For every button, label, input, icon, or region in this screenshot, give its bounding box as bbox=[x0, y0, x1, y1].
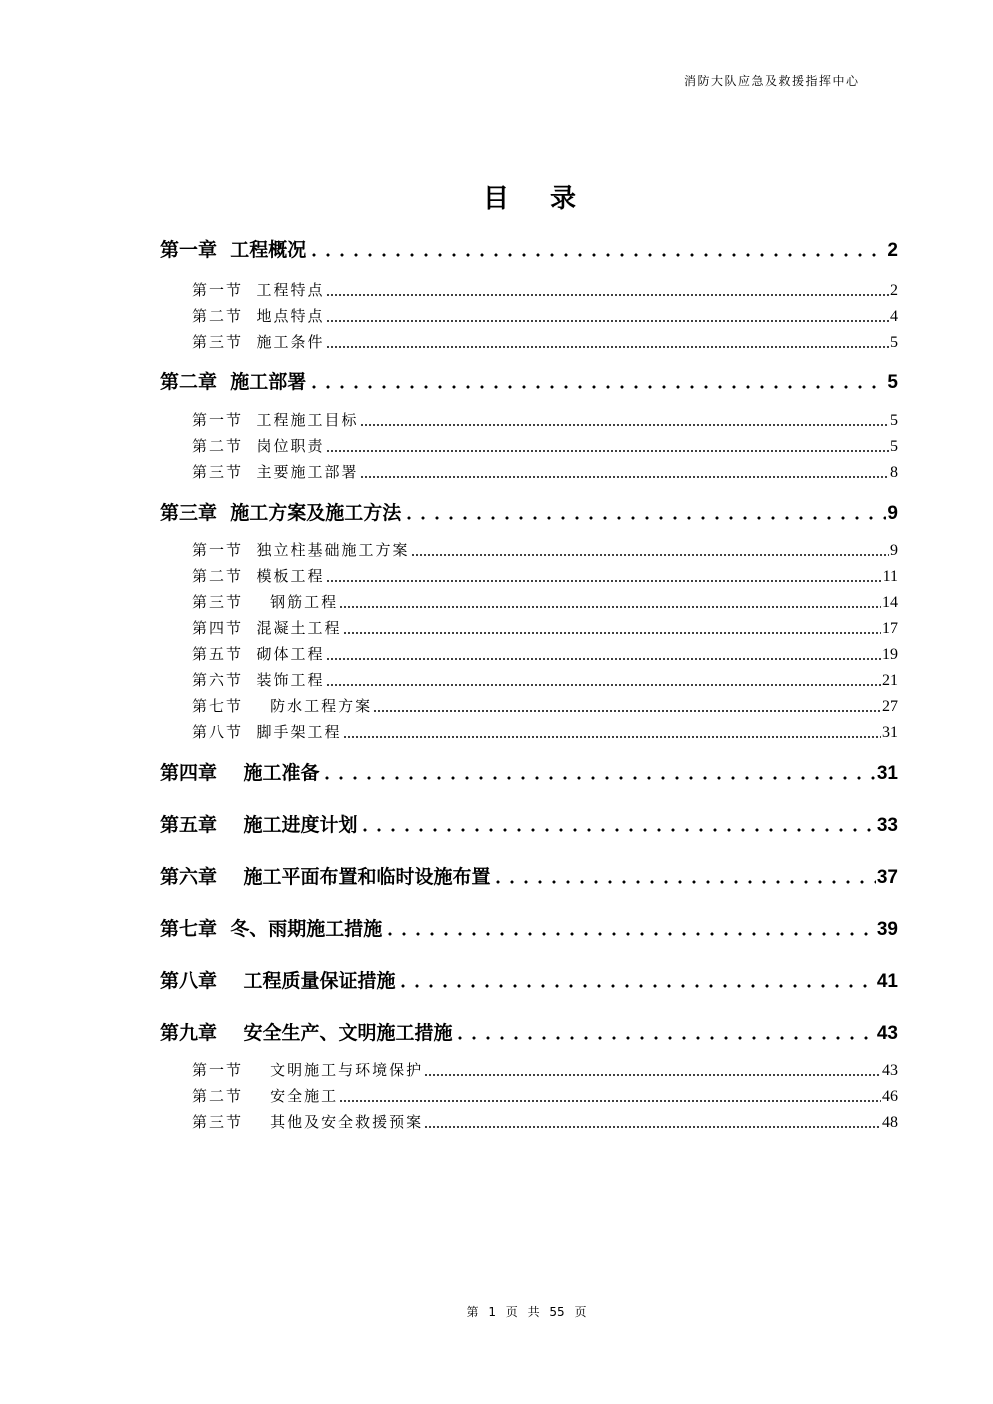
toc-entry-label: 第九章 安全生产、文明施工措施 bbox=[160, 1022, 453, 1044]
toc-page-number: 9 bbox=[887, 503, 898, 524]
dot-leader bbox=[339, 1100, 881, 1102]
toc-chapter-entry[interactable] bbox=[160, 757, 898, 785]
dot-leader bbox=[326, 684, 881, 686]
dot-leader bbox=[339, 606, 881, 608]
dot-leader bbox=[343, 632, 881, 634]
dot-leader bbox=[326, 294, 889, 296]
dot-leader bbox=[383, 932, 876, 936]
dot-leader bbox=[402, 516, 886, 520]
dot-leader bbox=[326, 320, 889, 322]
toc-entry-label: 第二节 岗位职责 bbox=[192, 437, 325, 455]
toc-section-entry[interactable] bbox=[192, 1084, 898, 1106]
toc-page-number: 33 bbox=[876, 815, 898, 836]
toc-section-entry[interactable] bbox=[192, 538, 898, 560]
toc-page-number: 27 bbox=[882, 698, 898, 715]
toc-entry-label: 第八节 脚手架工程 bbox=[192, 723, 342, 741]
page-footer: 第 1 页 共 55 页 bbox=[466, 1305, 587, 1319]
toc-chapter-entry[interactable] bbox=[160, 861, 898, 889]
toc-entry-label: 第七节 防水工程方案 bbox=[192, 697, 373, 715]
toc-chapter-entry[interactable] bbox=[160, 913, 898, 941]
toc-chapter-entry[interactable] bbox=[160, 965, 898, 993]
toc-chapter-entry[interactable] bbox=[160, 1017, 898, 1045]
toc-section-entry[interactable] bbox=[192, 460, 898, 482]
dot-leader bbox=[326, 658, 881, 660]
dot-leader bbox=[307, 253, 886, 257]
toc-page-number: 8 bbox=[890, 464, 898, 481]
toc-entry-label: 第六节 装饰工程 bbox=[192, 671, 325, 689]
toc-entry-label: 第一节 独立柱基础施工方案 bbox=[192, 541, 410, 559]
toc-entry-label: 第三节 施工条件 bbox=[192, 333, 325, 351]
toc-section-entry[interactable] bbox=[192, 304, 898, 326]
toc-page-number: 21 bbox=[882, 672, 898, 689]
toc-section-entry[interactable] bbox=[192, 434, 898, 456]
toc-page-number: 11 bbox=[882, 568, 898, 585]
toc-page-number: 5 bbox=[890, 438, 898, 455]
toc-entry-label: 第三节 钢筋工程 bbox=[192, 593, 339, 611]
dot-leader bbox=[326, 580, 882, 582]
toc-entry-label: 第三节 主要施工部署 bbox=[192, 463, 359, 481]
toc-entry-label: 第六章 施工平面布置和临时设施布置 bbox=[160, 866, 491, 888]
toc-page-number: 5 bbox=[887, 372, 898, 393]
toc-page-number: 9 bbox=[890, 542, 898, 559]
toc-section-entry[interactable] bbox=[192, 564, 898, 586]
toc-page-number: 17 bbox=[882, 620, 898, 637]
toc-page-number: 5 bbox=[890, 334, 898, 351]
toc-entry-label: 第一节 工程施工目标 bbox=[192, 411, 359, 429]
dot-leader bbox=[453, 1036, 875, 1040]
dot-leader bbox=[320, 776, 875, 780]
toc-section-entry[interactable] bbox=[192, 642, 898, 664]
dot-leader bbox=[373, 710, 881, 712]
toc-page-number: 43 bbox=[882, 1062, 898, 1079]
toc-page-number: 48 bbox=[882, 1114, 898, 1131]
toc-page-number: 43 bbox=[876, 1023, 898, 1044]
toc-section-entry[interactable] bbox=[192, 278, 898, 300]
toc-entry-label: 第四章 施工准备 bbox=[160, 762, 320, 784]
toc-entry-label: 第一节 文明施工与环境保护 bbox=[192, 1061, 424, 1079]
dot-leader bbox=[396, 984, 875, 988]
toc-page-number: 31 bbox=[882, 724, 898, 741]
dot-leader bbox=[424, 1074, 881, 1076]
title-char-1: 目 bbox=[482, 184, 509, 214]
toc-section-entry[interactable] bbox=[192, 694, 898, 716]
toc-entry-label: 第三章 施工方案及施工方法 bbox=[160, 502, 402, 524]
toc-section-entry[interactable] bbox=[192, 1058, 898, 1080]
dot-leader bbox=[326, 450, 889, 452]
toc-section-entry[interactable] bbox=[192, 668, 898, 690]
toc-entry-label: 第一章 工程概况 bbox=[160, 239, 307, 261]
toc-section-entry[interactable] bbox=[192, 590, 898, 612]
toc-section-entry[interactable] bbox=[192, 330, 898, 352]
toc-section-entry[interactable] bbox=[192, 616, 898, 638]
toc-entry-label: 第三节 其他及安全救援预案 bbox=[192, 1113, 424, 1131]
toc-entry-label: 第七章 冬、雨期施工措施 bbox=[160, 918, 383, 940]
toc-section-entry[interactable] bbox=[192, 720, 898, 742]
toc-page-number: 14 bbox=[882, 594, 898, 611]
toc-page-number: 31 bbox=[876, 763, 898, 784]
dot-leader bbox=[343, 736, 881, 738]
toc-page-number: 37 bbox=[876, 867, 898, 888]
toc-entry-label: 第二节 安全施工 bbox=[192, 1087, 339, 1105]
dot-leader bbox=[491, 880, 875, 884]
toc-page-number: 5 bbox=[890, 412, 898, 429]
toc-entry-label: 第五节 砌体工程 bbox=[192, 645, 325, 663]
dot-leader bbox=[424, 1126, 881, 1128]
dot-leader bbox=[326, 346, 889, 348]
toc-page-number: 4 bbox=[890, 308, 898, 325]
toc-chapter-entry[interactable] bbox=[160, 234, 898, 262]
toc-page-number: 19 bbox=[882, 646, 898, 663]
title-char-2: 录 bbox=[550, 184, 577, 214]
toc-section-entry[interactable] bbox=[192, 1110, 898, 1132]
toc-entry-label: 第五章 施工进度计划 bbox=[160, 814, 358, 836]
page-title bbox=[0, 178, 993, 215]
dot-leader bbox=[307, 385, 886, 389]
dot-leader bbox=[360, 476, 889, 478]
toc-chapter-entry[interactable] bbox=[160, 809, 898, 837]
toc-chapter-entry[interactable] bbox=[160, 497, 898, 525]
toc-entry-label: 第四节 混凝土工程 bbox=[192, 619, 342, 637]
toc-page-number: 41 bbox=[876, 971, 898, 992]
page-header: 消防大队应急及救援指挥中心 bbox=[684, 74, 860, 88]
dot-leader bbox=[411, 554, 889, 556]
toc-chapter-entry[interactable] bbox=[160, 366, 898, 394]
toc-page-number: 2 bbox=[890, 282, 898, 299]
toc-page-number: 2 bbox=[887, 240, 898, 261]
toc-page-number: 46 bbox=[882, 1088, 898, 1105]
toc-entry-label: 第二节 地点特点 bbox=[192, 307, 325, 325]
toc-page-number: 39 bbox=[876, 919, 898, 940]
toc-entry-label: 第一节 工程特点 bbox=[192, 281, 325, 299]
dot-leader bbox=[360, 424, 889, 426]
toc-entry-label: 第二章 施工部署 bbox=[160, 371, 307, 393]
toc-entry-label: 第二节 模板工程 bbox=[192, 567, 325, 585]
toc-section-entry[interactable] bbox=[192, 408, 898, 430]
dot-leader bbox=[358, 828, 875, 832]
toc-entry-label: 第八章 工程质量保证措施 bbox=[160, 970, 396, 992]
